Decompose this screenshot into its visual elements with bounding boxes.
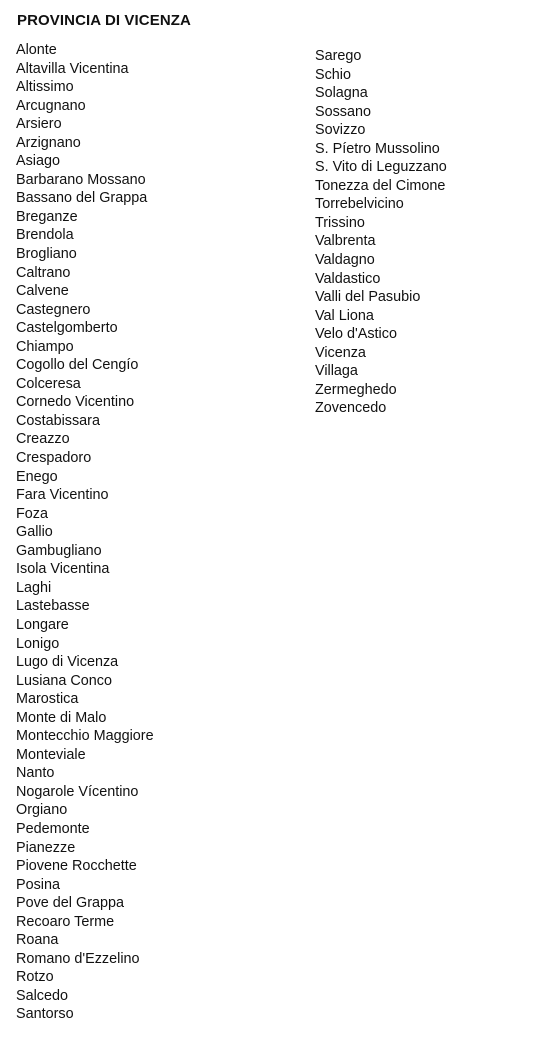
municipality-list-left (16, 41, 154, 1024)
municipality-item: Gallio (16, 524, 53, 541)
municipality-item: Breganze (16, 208, 78, 225)
municipality-item: Schio (315, 66, 351, 83)
municipality-item: Tonezza del Cimone (315, 177, 446, 194)
municipality-item: Velo d'Astico (315, 326, 397, 343)
municipality-item: Romano d'Ezzelino (16, 950, 140, 967)
municipality-item: Bassano del Grappa (16, 190, 148, 207)
municipality-item: Isola Vicentina (16, 561, 110, 578)
municipality-item: Pove del Grappa (16, 895, 125, 912)
municipality-item: Pedemonte (16, 820, 90, 837)
municipality-item: Brendola (16, 227, 74, 244)
municipality-item: Rotzo (16, 969, 54, 986)
municipality-item: Valli del Pasubio (315, 289, 421, 306)
municipality-item: Valdagno (315, 252, 375, 269)
municipality-item: Chiampo (16, 338, 74, 355)
municipality-item: Sarego (315, 48, 362, 64)
municipality-item: Salcedo (16, 987, 69, 1004)
municipality-item: Santorso (16, 1006, 74, 1023)
municipality-item: Villaga (315, 363, 358, 380)
municipality-item: Altavilla Vicentina (16, 60, 129, 77)
municipality-item: Piovene Rocchette (16, 858, 137, 875)
municipality-item: Roana (16, 932, 59, 949)
municipality-item: Arcugnano (16, 97, 86, 114)
page-title: PROVINCIA DI VICENZA (17, 12, 191, 29)
municipality-item: Nanto (16, 765, 55, 782)
municipality-item: Valdastico (315, 270, 381, 287)
municipality-item: Montecchio Maggiore (16, 728, 154, 745)
municipality-list-right (315, 47, 447, 418)
municipality-item: Lonigo (16, 635, 60, 652)
municipality-item: Orgiano (16, 802, 68, 819)
municipality-item: Val Liona (315, 307, 374, 324)
municipality-item: Marostica (16, 691, 79, 708)
municipality-item: Alonte (16, 42, 57, 58)
municipality-item: Fara Vicentino (16, 487, 109, 504)
municipality-item: Barbarano Mossano (16, 171, 146, 188)
municipality-item: Caltrano (16, 264, 71, 281)
municipality-item: Sovizzo (315, 122, 366, 139)
municipality-item: Brogliano (16, 246, 77, 263)
municipality-item: Lusiana Conco (16, 672, 113, 689)
municipality-item: Torrebelvicino (315, 196, 404, 213)
municipality-item: Enego (16, 468, 58, 485)
municipality-item: Nogarole Vícentino (16, 783, 139, 800)
municipality-item: Cornedo Vicentino (16, 394, 135, 411)
municipality-item: Cogollo del Cengío (16, 357, 139, 374)
municipality-item: Crespadoro (16, 450, 92, 467)
municipality-item: Costabissara (16, 412, 100, 429)
municipality-item: Sossano (315, 103, 372, 120)
municipality-item: Vicenza (315, 344, 366, 361)
municipality-item: Solagna (315, 85, 368, 102)
municipality-item: Creazzo (16, 431, 70, 448)
municipality-item: Zermeghedo (315, 381, 397, 398)
municipality-item: Arsiero (16, 116, 62, 133)
municipality-item: Altissimo (16, 79, 74, 96)
municipality-item: Castelgomberto (16, 320, 118, 337)
municipality-item: Zovencedo (315, 400, 387, 417)
municipality-item: Colceresa (16, 375, 81, 392)
municipality-item: Lastebasse (16, 598, 90, 615)
municipality-item: Asiago (16, 153, 61, 170)
municipality-item: Monteviale (16, 746, 86, 763)
municipality-item: Valbrenta (315, 233, 376, 250)
municipality-item: Trissino (315, 214, 365, 231)
municipality-item: Posina (16, 876, 61, 893)
municipality-item: Castegnero (16, 301, 91, 318)
municipality-item: Arzignano (16, 134, 81, 151)
municipality-item: Foza (16, 505, 48, 522)
municipality-item: Laghi (16, 579, 52, 596)
municipality-item: Pianezze (16, 839, 76, 856)
municipality-item: Gambugliano (16, 542, 102, 559)
municipality-item: Recoaro Terme (16, 913, 115, 930)
municipality-item: Longare (16, 616, 69, 633)
municipality-item: S. Píetro Mussolino (315, 140, 440, 157)
municipality-item: Lugo di Vicenza (16, 654, 119, 671)
municipality-item: Monte di Malo (16, 709, 107, 726)
municipality-item: Calvene (16, 283, 69, 300)
municipality-item: S. Vito di Leguzzano (315, 159, 447, 176)
